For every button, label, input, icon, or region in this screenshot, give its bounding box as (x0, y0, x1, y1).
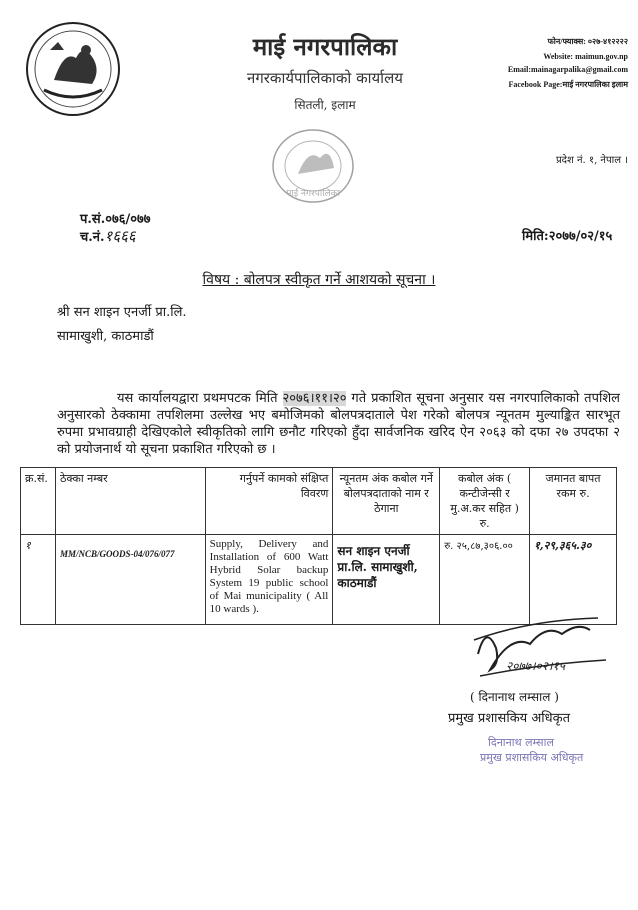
cell-description: Supply, Delivery and Installation of 600 Watt Hybrid Solar backup System 19 public school of Mai municipality ( All 10 wards ). (205, 535, 333, 625)
table-header-row (21, 468, 617, 535)
svg-text:माई नगरपालिका: माई नगरपालिका (286, 189, 340, 199)
contact-facebook: Facebook Page:माई नगरपालिका इलाम (508, 80, 628, 89)
body-pre: यस कार्यालयद्वारा प्रथमपटक मिति (117, 391, 278, 406)
col-header-description: गर्नुपर्ने कामको संक्षिप्त विवरण (205, 468, 333, 535)
contact-website: Website: maimun.gov.np (543, 52, 628, 61)
dispatch-number-label: च.नं. (80, 230, 105, 245)
recipient-name: श्री सन शाइन एनर्जी प्रा.लि. (57, 305, 187, 320)
col-header-bidder: न्यूनतम अंक कबोल गर्ने बोलपत्रदाताको नाम र ठेगाना (333, 468, 440, 535)
col-header-contract-no: ठेक्का नम्बर (55, 468, 205, 535)
name-stamp-line-1: दिनानाथ लम्साल (488, 736, 554, 749)
reference-number: प.सं.०७६/०७७ (80, 212, 151, 227)
body-date-highlight: २०७६।११।२० (282, 391, 347, 406)
nepal-emblem-logo (24, 20, 122, 118)
cell-sn: १ (21, 535, 56, 625)
name-stamp-line-2: प्रमुख प्रशासकिय अधिकृत (480, 751, 584, 764)
col-header-bid-amount: कबोल अंक ( कन्टीजेन्सी र मु.अ.कर सहित ) रु. (440, 468, 530, 535)
contact-email: Email:mainagarpalika@gmail.com (507, 65, 628, 74)
dispatch-number-handwritten: १६६६ (104, 227, 136, 245)
office-subtitle: नगरकार्यपालिकाको कार्यालय (247, 69, 403, 87)
province-line: प्रदेश नं. १, नेपाल । (555, 155, 628, 166)
signatory-title: प्रमुख प्रशासकिय अधिकृत (448, 711, 571, 726)
cell-bidder: सन शाइन एनर्जी प्रा.लि. सामाखुशी, काठमाडौं (333, 535, 440, 625)
contract-table (20, 467, 617, 625)
municipality-title: माई नगरपालिका (252, 32, 398, 61)
recipient-address: सामाखुशी, काठमाडौं (57, 329, 154, 344)
cell-security-amount: १,२९,३६५.३० (530, 535, 617, 625)
subject-line: विषय : बोलपत्र स्वीकृत गर्ने आशयको सूचना । (202, 272, 436, 288)
letter-date: मिति:२०७७/०२/१५ (522, 229, 613, 244)
signatory-name: ( दिनानाथ लम्साल ) (470, 690, 559, 704)
col-header-sn: क्र.सं. (21, 468, 56, 535)
cell-bid-amount: रु. २५,८७,३०६.०० (440, 535, 530, 625)
office-place: सितली, इलाम (294, 98, 356, 112)
office-seal-stamp (268, 126, 358, 206)
svg-text:२०७७।०२।१५: २०७७।०२।१५ (506, 659, 566, 673)
contact-phone: फोन/फ्याक्स: ०२७-४१२२२२ (547, 37, 628, 46)
notice-body (57, 390, 620, 458)
col-header-security: जमानत बापत रकम रु. (530, 468, 617, 535)
handwritten-signature (470, 614, 610, 686)
dispatch-number (80, 226, 136, 246)
name-stamp (480, 735, 583, 765)
table-row (21, 535, 617, 625)
body-post: गते प्रकाशित सूचना अनुसार यस नगरपालिकाको तपशिल अनुसारको ठेक्कामा तपशिलमा उल्लेख भए बमोजिमको बोलपत्रदाताले पेश गरेको बोलपत्र न्यूनतम मुल्याङ्कित सारभूत रुपमा प्रभावग्राही देखिएकोले स्वीकृतिको लागि छनौट गरिएको हुँदा सार्वजनिक खरिद ऐन २०६३ को दफा २७ उपदफा २ को प्रयोजनार्थ यो सूचना प्रकाशित गरिएको छ । (57, 391, 620, 457)
cell-contract-no: MM/NCB/GOODS-04/076/077 (55, 535, 205, 625)
